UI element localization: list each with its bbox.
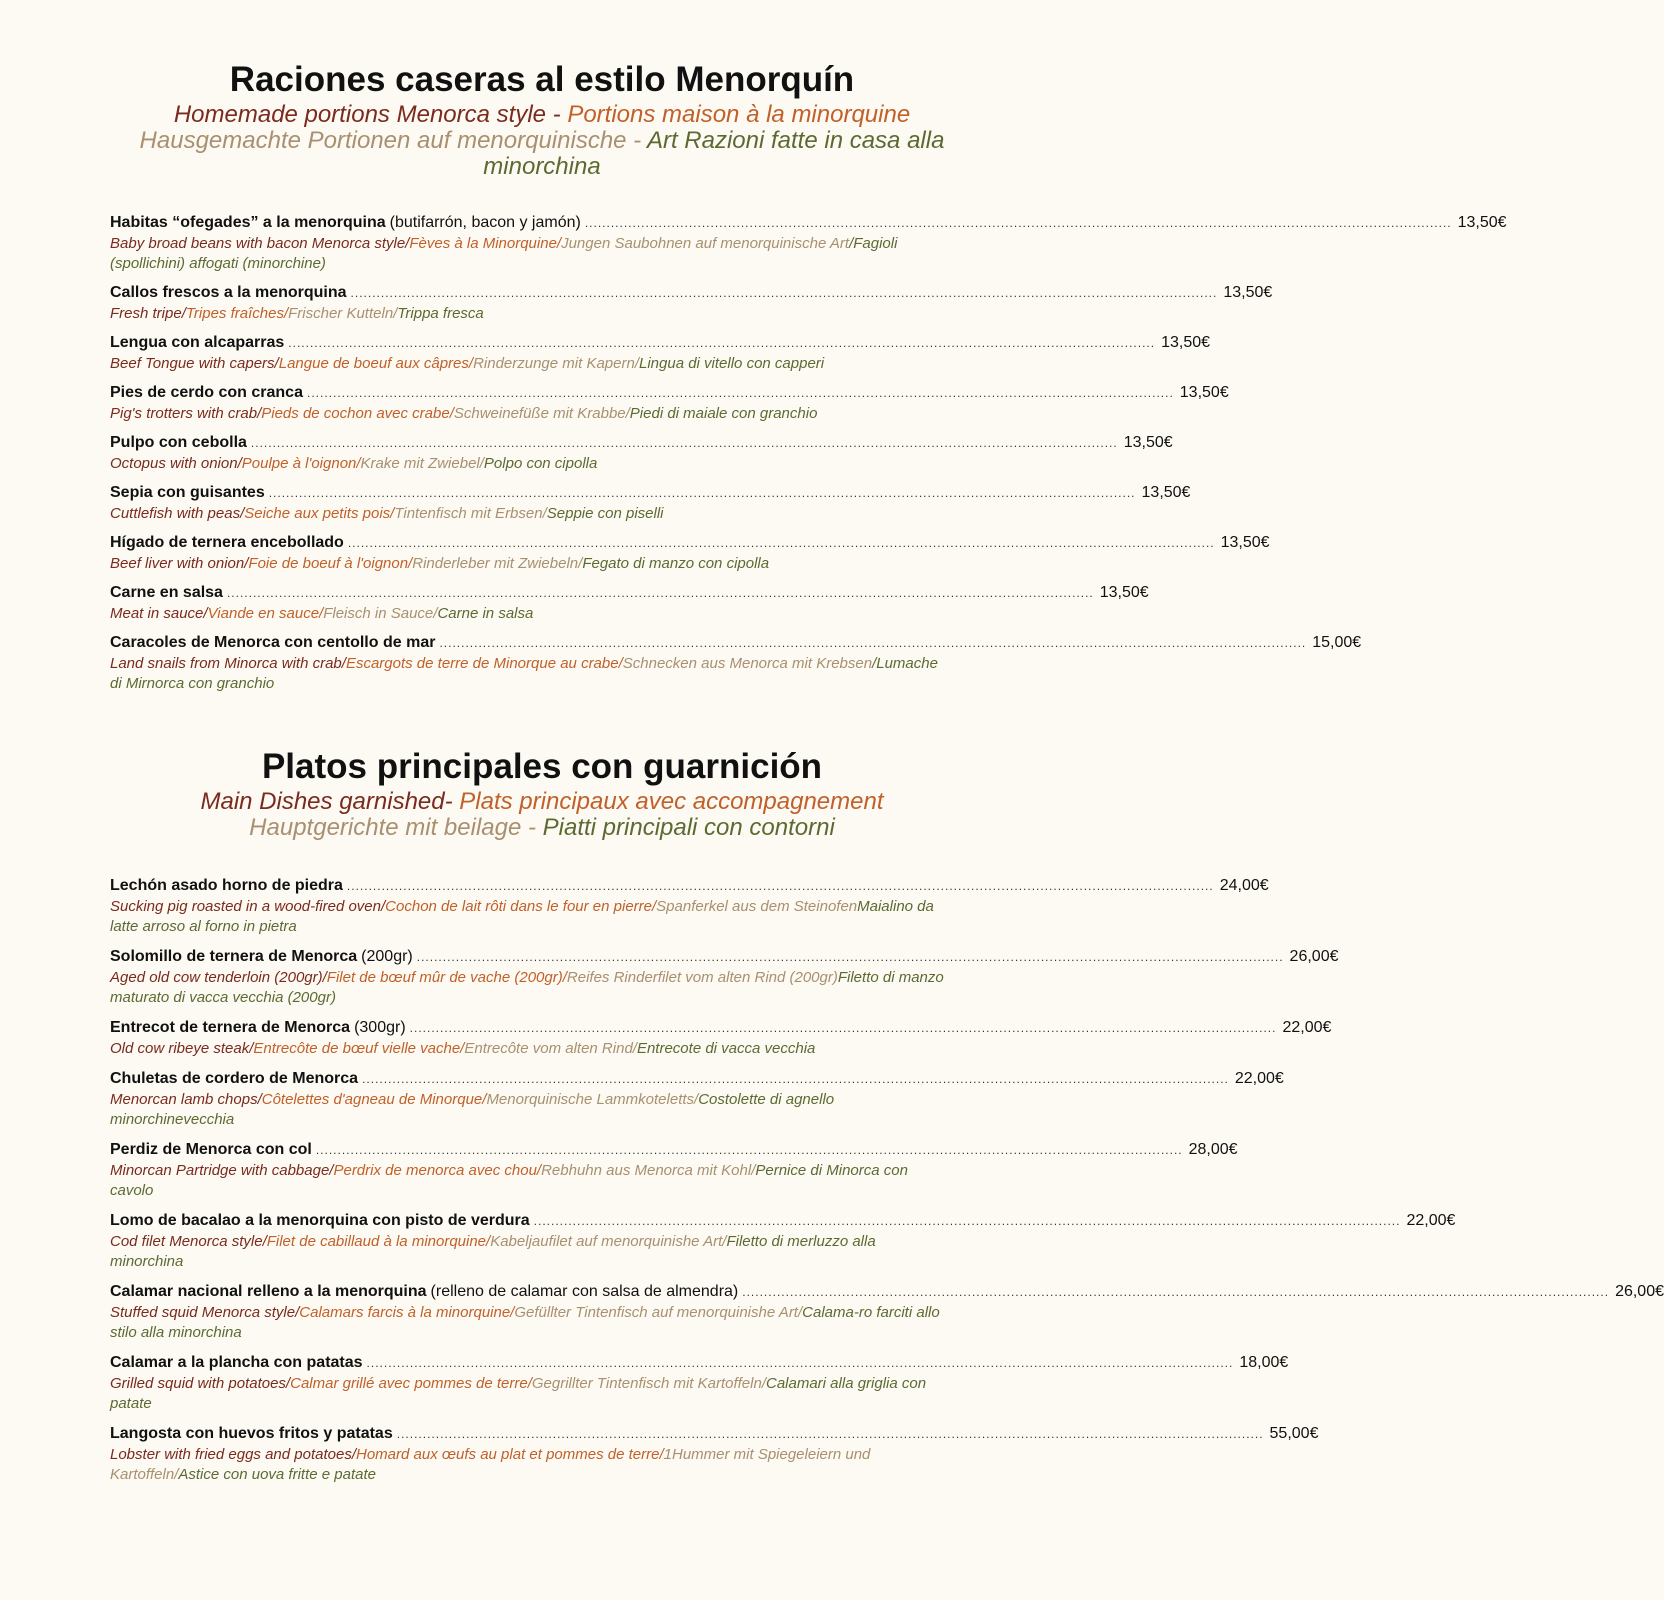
menu-item-line: [110, 1423, 1319, 1445]
dish-name: Callos frescos a la menorquina: [110, 284, 347, 301]
translation-de: 1Hummer mit Spiegeleiern und Kartoffeln/: [110, 1446, 871, 1483]
dot-leader: ........................................................................................................................................................................................................: [439, 636, 1307, 650]
translation-it: Filetto di manzo maturato di vacca vecchia (200gr): [110, 969, 944, 1006]
dish-price: 13,50€: [1161, 334, 1211, 351]
menu-item: [110, 482, 1191, 524]
translation-en: Fresh tripe/: [110, 305, 186, 322]
menu-item-line: [110, 332, 1211, 354]
translation-it: Entrecote di vacca vecchia: [636, 1040, 816, 1057]
dish-translations: [110, 968, 946, 1008]
dish-note: (relleno de calamar con salsa de almendra): [430, 1283, 739, 1300]
dish-translations: [110, 1232, 946, 1272]
dot-leader: ........................................................................................................................................................................................................: [416, 950, 1284, 964]
translation-en: Beef Tongue with capers/: [110, 355, 279, 372]
translation-fr: Seiche aux petits pois/: [244, 505, 395, 522]
subtitle-fr: Plats principaux avec accompagnement: [459, 788, 884, 815]
translation-it: Costolette di agnello minorchinevecchia: [110, 1091, 835, 1128]
dish-name: Calamar nacional relleno a la menorquina: [110, 1283, 427, 1300]
dot-leader: ........................................................................................................................................................................................................: [533, 1214, 1401, 1228]
dish-translations: [110, 504, 946, 524]
translation-it: Fegato di manzo con cipolla: [582, 555, 770, 572]
menu-item-line: [110, 212, 1507, 234]
translation-it: Piedi di maiale con granchio: [629, 405, 818, 422]
section-subtitle-1: [102, 102, 982, 128]
translation-it: Maialino da latte arroso al forno in pietra: [110, 898, 934, 935]
menu-item: [110, 582, 1149, 624]
dish-name: Hígado de ternera encebollado: [110, 534, 344, 551]
translation-de: Krake mit Zwiebel/: [360, 455, 484, 472]
menu-item: [110, 1352, 1289, 1414]
menu-item-line: [110, 432, 1173, 454]
dish-name: Lomo de bacalao a la menorquina con pisto de verdura: [110, 1212, 530, 1229]
menu-item: [110, 875, 1269, 937]
menu-item: [110, 432, 1173, 474]
translation-en: Beef liver with onion/: [110, 555, 249, 572]
dish-translations: [110, 1090, 946, 1130]
menu-item-line: [110, 1139, 1238, 1161]
dish-translations: [110, 1303, 946, 1343]
translation-en: Old cow ribeye steak/: [110, 1040, 254, 1057]
dish-price: 24,00€: [1219, 877, 1269, 894]
translation-it: Calamari alla griglia con patate: [110, 1375, 927, 1412]
translation-de: Fleisch in Sauce/: [323, 605, 438, 622]
menu-item-line: [110, 632, 1362, 654]
translation-fr: Escargots de terre de Minorque au crabe/: [345, 655, 623, 672]
dish-name: Sepia con guisantes: [110, 484, 265, 501]
translation-en: Minorcan Partridge with cabbage/: [110, 1162, 334, 1179]
menu-item-line: [110, 482, 1191, 504]
dot-leader: ........................................................................................................................................................................................................: [396, 1427, 1264, 1441]
dish-price: 13,50€: [1223, 284, 1273, 301]
dish-translations: [110, 354, 946, 374]
translation-en: Octopus with onion/: [110, 455, 242, 472]
dish-name: Langosta con huevos fritos y patatas: [110, 1425, 393, 1442]
translation-en: Land snails from Minorca with crab/: [110, 655, 346, 672]
dish-price: 22,00€: [1406, 1212, 1456, 1229]
dish-price: 13,50€: [1123, 434, 1173, 451]
menu-item-line: [110, 946, 1339, 968]
menu-item-line: [110, 382, 1229, 404]
dish-translations: [110, 1039, 946, 1059]
dot-leader: ........................................................................................................................................................................................................: [315, 1143, 1183, 1157]
subtitle-en: Main Dishes garnished-: [200, 788, 460, 815]
menu-item: [110, 332, 1211, 374]
dish-name: Lengua con alcaparras: [110, 334, 285, 351]
section-raciones: [0, 58, 1507, 692]
menu-item-list: [110, 212, 1507, 702]
dish-price: 55,00€: [1269, 1425, 1319, 1442]
translation-fr: Filet de cabillaud à la minorquine/: [266, 1233, 491, 1250]
translation-it: /Fagioli (spollichini) affogati (minorchine): [110, 235, 898, 272]
dish-price: 15,00€: [1312, 634, 1362, 651]
dish-note: (200gr): [361, 948, 413, 965]
dot-leader: ........................................................................................................................................................................................................: [306, 386, 1174, 400]
dish-translations: [110, 454, 946, 474]
translation-it: /Lumache di Mirnorca con granchio: [110, 655, 938, 692]
translation-fr: Filet de bœuf mûr de vache (200gr)/: [326, 969, 567, 986]
subtitle-de: Hauptgerichte mit beilage -: [249, 814, 543, 841]
dish-name: Chuletas de cordero de Menorca: [110, 1070, 359, 1087]
translation-fr: Poulpe à l'oignon/: [241, 455, 361, 472]
translation-en: Lobster with fried eggs and potatoes/: [110, 1446, 356, 1463]
dish-name: Pulpo con cebolla: [110, 434, 247, 451]
translation-it: Calama-ro farciti allo stilo alla minorchina: [110, 1304, 940, 1341]
menu-item: [110, 1281, 1664, 1343]
dish-price: 13,50€: [1457, 214, 1507, 231]
dish-price: 26,00€: [1615, 1283, 1664, 1300]
translation-en: Meat in sauce/: [110, 605, 208, 622]
translation-en: Grilled squid with potatoes/: [110, 1375, 291, 1392]
dish-translations: [110, 1161, 946, 1201]
translation-de: Kabeljaufilet auf menorquinishe Art/: [490, 1233, 727, 1250]
section-subtitle-2: [102, 128, 982, 180]
menu-item-line: [110, 875, 1269, 897]
dot-leader: ........................................................................................................................................................................................................: [409, 1021, 1277, 1035]
translation-en: Aged old cow tenderloin (200gr)/: [110, 969, 327, 986]
translation-de: Gefüllter Tintenfisch auf menorquinishe Art/: [514, 1304, 803, 1321]
section-title: Raciones caseras al estilo Menorquín: [229, 60, 855, 99]
dish-price: 13,50€: [1099, 584, 1149, 601]
dish-name: Carne en salsa: [110, 584, 223, 601]
translation-fr: Langue de boeuf aux câpres/: [278, 355, 474, 372]
translation-fr: Calmar grillé avec pommes de terre/: [290, 1375, 532, 1392]
dish-name: Lechón asado horno de piedra: [110, 877, 343, 894]
dish-translations: [110, 234, 946, 274]
translation-fr: Homard aux œufs au plat et pommes de terre/: [356, 1446, 664, 1463]
translation-it: Polpo con cipolla: [483, 455, 598, 472]
dot-leader: ........................................................................................................................................................................................................: [584, 216, 1452, 230]
section-platos-principales: [0, 745, 1664, 1483]
subtitle-it: Piatti principali con contorni: [542, 814, 835, 841]
dish-price: 26,00€: [1289, 948, 1339, 965]
dish-translations: [110, 1445, 946, 1485]
translation-fr: Viande en sauce/: [207, 605, 324, 622]
dish-name: Caracoles de Menorca con centollo de mar: [110, 634, 436, 651]
menu-item: [110, 532, 1270, 574]
dish-price: 22,00€: [1234, 1070, 1284, 1087]
menu-item: [110, 382, 1229, 424]
dot-leader: ........................................................................................................................................................................................................: [742, 1285, 1610, 1299]
dot-leader: ........................................................................................................................................................................................................: [250, 436, 1118, 450]
dish-price: 28,00€: [1188, 1141, 1238, 1158]
menu-item-line: [110, 582, 1149, 604]
translation-de: Rinderleber mit Zwiebeln/: [412, 555, 583, 572]
dot-leader: ........................................................................................................................................................................................................: [226, 586, 1094, 600]
translation-fr: Côtelettes d'agneau de Minorque/: [261, 1091, 487, 1108]
subtitle-en: Homemade portions Menorca style -: [173, 101, 568, 128]
menu-item-list: [110, 875, 1664, 1494]
translation-fr: Tripes fraîches/: [185, 305, 289, 322]
dish-name: Pies de cerdo con cranca: [110, 384, 303, 401]
dot-leader: ........................................................................................................................................................................................................: [350, 286, 1218, 300]
dish-price: 22,00€: [1282, 1019, 1332, 1036]
translation-de: Rebhuhn aus Menorca mit Kohl/: [541, 1162, 756, 1179]
translation-de: Schnecken aus Menorca mit Krebsen: [622, 655, 873, 672]
dish-note: (butifarrón, bacon y jamón): [389, 214, 581, 231]
menu-item-line: [110, 1352, 1289, 1374]
menu-item-line: [110, 1210, 1456, 1232]
dish-translations: [110, 1374, 946, 1414]
menu-item-line: [110, 282, 1273, 304]
translation-it: Seppie con piselli: [546, 505, 664, 522]
menu-item: [110, 1068, 1284, 1130]
translation-it: Astice con uova fritte e patate: [178, 1466, 376, 1483]
translation-fr: Calamars farcis à la minorquine/: [299, 1304, 515, 1321]
dish-name: Calamar a la plancha con patatas: [110, 1354, 363, 1371]
translation-it: Carne in salsa: [437, 605, 534, 622]
translation-it: Trippa fresca: [397, 305, 484, 322]
menu-item: [110, 632, 1362, 694]
translation-it: Pernice di Minorca con cavolo: [110, 1162, 908, 1199]
subtitle-it: Art Razioni fatte in casa alla minorchina: [483, 127, 945, 180]
translation-fr: Pieds de cochon avec crabe/: [261, 405, 454, 422]
dish-name: Habitas “ofegades” a la menorquina: [110, 214, 386, 231]
section-title: Platos principales con guarnición: [261, 747, 823, 786]
dot-leader: ........................................................................................................................................................................................................: [347, 536, 1215, 550]
menu-item-line: [110, 1017, 1332, 1039]
translation-it: Filetto di merluzzo alla minorchina: [110, 1233, 876, 1270]
translation-de: Jungen Saubohnen auf menorquinische Art: [561, 235, 850, 252]
translation-de: Rinderzunge mit Kapern/: [473, 355, 639, 372]
menu-item: [110, 1210, 1456, 1272]
menu-item: [110, 946, 1339, 1008]
dish-translations: [110, 554, 946, 574]
translation-fr: Fèves à la Minorquine/: [409, 235, 562, 252]
translation-en: Pig's trotters with crab/: [110, 405, 262, 422]
section-subtitle-1: [102, 789, 982, 815]
dish-translations: [110, 897, 946, 937]
dish-note: (300gr): [354, 1019, 406, 1036]
translation-fr: Foie de boeuf à l'oignon/: [248, 555, 413, 572]
translation-de: Spanferkel aus dem Steinofen: [656, 898, 858, 915]
dish-name: Perdiz de Menorca con col: [110, 1141, 312, 1158]
menu-item: [110, 282, 1273, 324]
translation-de: Entrecôte vom alten Rind/: [464, 1040, 637, 1057]
translation-fr: Perdrix de menorca avec chou/: [333, 1162, 542, 1179]
translation-en: Cod filet Menorca style/: [110, 1233, 267, 1250]
menu-item-line: [110, 532, 1270, 554]
menu-item: [110, 1139, 1238, 1201]
translation-en: Cuttlefish with peas/: [110, 505, 245, 522]
section-subtitle-2: [102, 815, 982, 841]
translation-en: Menorcan lamb chops/: [110, 1091, 262, 1108]
dish-translations: [110, 604, 946, 624]
dish-translations: [110, 404, 946, 424]
translation-de: Reifes Rinderfilet vom alten Rind (200gr): [566, 969, 838, 986]
dish-translations: [110, 654, 946, 694]
dish-price: 18,00€: [1239, 1354, 1289, 1371]
translation-en: Baby broad beans with bacon Menorca style/: [110, 235, 410, 252]
dish-name: Entrecot de ternera de Menorca: [110, 1019, 351, 1036]
dish-price: 13,50€: [1220, 534, 1270, 551]
dish-translations: [110, 304, 946, 324]
translation-it: Lingua di vitello con capperi: [639, 355, 825, 372]
subtitle-de: Hausgemachte Portionen auf menorquinische -: [139, 127, 647, 154]
translation-en: Sucking pig roasted in a wood-fired oven/: [110, 898, 386, 915]
dot-leader: ........................................................................................................................................................................................................: [288, 336, 1156, 350]
translation-de: Schweinefüße mit Krabbe/: [453, 405, 630, 422]
dish-price: 13,50€: [1141, 484, 1191, 501]
menu-item: [110, 1423, 1319, 1485]
translation-de: Tintenfisch mit Erbsen/: [394, 505, 547, 522]
menu-item: [110, 1017, 1332, 1059]
dish-name: Solomillo de ternera de Menorca: [110, 948, 358, 965]
subtitle-fr: Portions maison à la minorquine: [567, 101, 911, 128]
dot-leader: ........................................................................................................................................................................................................: [366, 1356, 1234, 1370]
dot-leader: ........................................................................................................................................................................................................: [346, 879, 1214, 893]
menu-item-line: [110, 1281, 1664, 1303]
menu-item-line: [110, 1068, 1284, 1090]
translation-en: Stuffed squid Menorca style/: [110, 1304, 300, 1321]
translation-fr: Entrecôte de bœuf vielle vache/: [253, 1040, 465, 1057]
dot-leader: ........................................................................................................................................................................................................: [268, 486, 1136, 500]
translation-de: Menorquinische Lammkoteletts/: [486, 1091, 699, 1108]
dish-price: 13,50€: [1179, 384, 1229, 401]
translation-fr: Cochon de lait rôti dans le four en pierre/: [385, 898, 657, 915]
translation-de: Frischer Kutteln/: [288, 305, 398, 322]
menu-item: [110, 212, 1507, 274]
translation-de: Gegrillter Tintenfisch mit Kartoffeln/: [531, 1375, 766, 1392]
dot-leader: ........................................................................................................................................................................................................: [362, 1072, 1229, 1086]
